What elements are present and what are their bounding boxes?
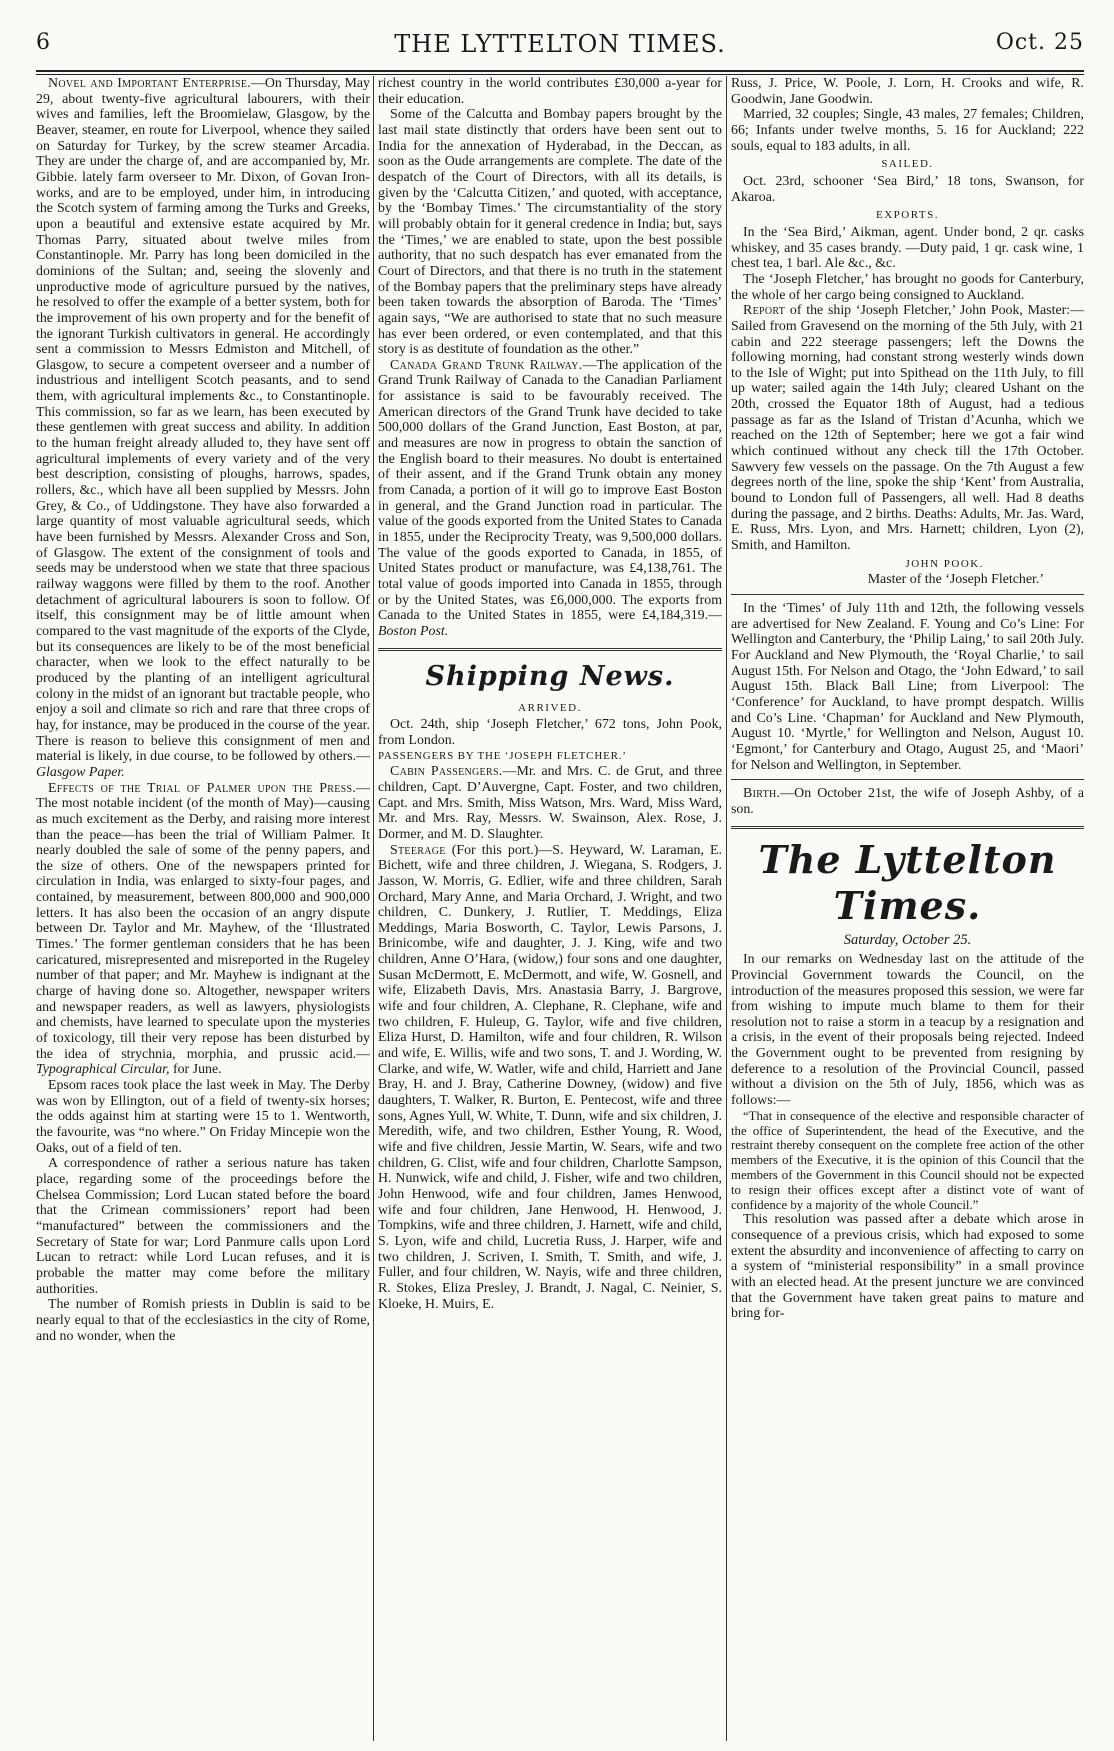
newspaper-title: THE LYTTELTON TIMES. (394, 30, 726, 58)
passenger-summary: Married, 32 couples; Single, 43 males, 27 females; Children, 66; Infants under twelve months, 5. 16 for Auckland; 222 souls, equal to 183 adults, in all. (731, 107, 1084, 154)
page-number: 6 (36, 30, 50, 55)
header-rule-thin (36, 74, 1084, 75)
article-body: —The most notable incident (of the month of May)—causing as much excitement as the Derby, and raising more interest than the peace—has been the trial of William Palmer. It nearly doubled the sale of some of the penny papers, and the size of others. One of the newspapers printed for circulation in India, was enlarged to sixty-four pages, and contained, by measurement, between 800,000 and 900,000 letters. It has also been the occasion of an angry dispute between Dr. Taylor and Mr. Mayhew, of the ‘Illustrated Times.’ The former gentleman considers that he has been caricatured, misrepresented and misreported in the Rugeley number of that paper; and Mr. Mayhew is indignant at the charge of having done so. Altogether, newspaper writers and newspaper readers, as well as lawyers, physiologists and chemists, have learned to speculate upon the mysteries of toxicology, till their very repose has been disturbed by the idea of strychnia, morphia, and prussic acid.— (36, 780, 370, 1062)
article-heading: Canada Grand Trunk Railway. (390, 357, 583, 373)
section-rule (731, 779, 1084, 780)
cabin-passengers (378, 764, 722, 842)
arrived-heading: ARRIVED. (518, 701, 582, 714)
article-source: Typographical Circular, (36, 1062, 170, 1078)
signature-name: JOHN POOK. (905, 557, 984, 570)
header-rule (36, 70, 1084, 72)
leader-title: The Lyttelton Times. (758, 836, 1057, 928)
article-grand-trunk (378, 358, 722, 640)
birth-heading: Birth. (743, 786, 781, 802)
column-3 (731, 76, 1084, 1741)
steerage-passengers (378, 843, 722, 1313)
article-dublin-priests: The number of Romish priests in Dublin is said to be nearly equal to that of the ecclesiastics in the city of Rome, and no wonder, when the (36, 1297, 370, 1344)
column-divider (726, 76, 727, 1741)
article-body: —On Thursday, May 29, about twenty-five agricultural labourers, with their wives and families, left the Broomielaw, Glasgow, by the Beaver, steamer, en route for Liverpool, whence they sailed on Saturday for Turkey, by the screw steamer Arcadia. They are under the charge of, and are accompanied by, Mr. Gibbie. lately farm overseer to Mr. Dixon, of Govan Iron-works, and are to be employed, under him, in introducing the Scotch system of farming among the Turks and Greeks, upon a beautiful and extensive estate acquired by Mr. Thomas Parry, situated about twelve miles from Constantinople. Mr. Parry has long been domiciled in the dominions of the Sultan; and, seeing the slovenly and unproductive mode of agriculture pursued by the natives, he resolved to offer the example of a better system, both for the improvement of his own property and for the benefit of the ignorant Turkish cultivators in general. He accordingly sent a commission to Messrs Edmiston and Mitchell, of Glasgow, to secure a competent overseer and a number of industrious and intelligent Scotch peasants, and to send them, with agricultural implements &c., to Constantinople. This commission, so far as we learn, has been executed by these gentlemen with great success and ability. In addition to the human freight already alluded to, they have sent off agricultural implements of every variety and of the very best description, consisting of ploughs, harrows, spades, rollers, &c., which have all been supplied by Messrs. John Grey, & Co., of Uddingstone. They have also forwarded a large quantity of most valuable agricultural seeds, which have been furnished by Messrs. Alexander Cross and Son, of Glasgow. The extent of the consignment of tools and seeds may be understood when we state that three spacious railway waggons were filled by them to the roof. Another detachment of agricultural labourers is soon to follow. Of itself, this consignment may be of little amount when compared to the vast magnitude of the exports of the Clyde, but its consequences are likely to be of the most beneficial character, when we look to the effect naturally to be produced by the planting of an intelligent agricultural colony in the midst of an ignorant but tractable people, who enjoy a soil and climate so rich and rare that three crops of hay, for instance, may be produced in the course of the year. There is reason to believe this consignment of men and material is likely, in due course, to be followed by others.— (36, 76, 370, 765)
vessels-advertised: In the ‘Times’ of July 11th and 12th, the following vessels are advertised for New Zealand. F. Young and Co’s Line: For Wellington and Canterbury, the ‘Philip Laing,’ to sail 20th July. For Auckland and New Plymouth, the ‘Royal Charlie,’ to sail August 15th. For Nelson and Otago, the ‘John Edward,’ to sail August 15th. Black Ball Line; from Liverpool: The ‘Conference’ for Auckland, to have prompt despatch. Willis and Co’s Line. ‘Chapman’ for Auckland and New Plymouth, August 10. ‘Myrtle,’ for Wellington and Nelson, August 10. ‘Egmont,’ for Canterbury and Otago, August 25, and ‘Maori’ for Nelson and Wellington, in September. (731, 601, 1084, 773)
column-2 (378, 76, 722, 1741)
steerage-heading: Steerage (390, 842, 446, 858)
exports-heading: EXPORTS. (876, 209, 939, 222)
cabin-list: —Mr. and Mrs. C. de Grut, and three children, Capt. D’Auvergne, Capt. Foster, and two children, Capt. and Mrs. Smith, Miss Watson, Mrs. Ward, Miss Ward, Mr. and Mrs. Ray, Messrs. W. Swainson, Alex. Rose, J. Dormer, and M. D. Slaughter. (378, 764, 722, 842)
article-body: —The application of the Grand Trunk Railway of Canada to the Canadian Parliament for assistance is said to be favourably received. The American directors of the Grand Trunk have decided to take 500,000 dollars of the Grand Junction, East Boston, at par, and measures are now in progress to obtain the sanction of the English board to their measures. No doubt is entertained of their assent, and if the Grand Trunk obtain any money from Canada, a portion of it will go to improve East Boston in general, and the Grand Junction road in particular. The value of the goods exported from the United States to Canada in 1855, under the Reciprocity Treaty, was 9,500,000 dollars. The value of the goods exported to Canada, in 1855, of United States product or manufacture, was £4,138,761. The total value of goods imported into Canada in 1855, through or by the United States, was £6,000,000. The exports from Canada to the United States in 1855, were £4,184,319.— (378, 357, 722, 624)
passengers-heading: PASSENGERS BY THE ‘JOSEPH FLETCHER.’ (378, 749, 627, 762)
sailed-heading: SAILED. (881, 158, 934, 171)
birth-notice (731, 786, 1084, 817)
issue-date: Oct. 25 (995, 30, 1084, 55)
cabin-heading: Cabin Passengers. (390, 764, 503, 780)
article-heading: Novel and Important Enterprise. (48, 76, 251, 91)
article-epsom: Epsom races took place the last week in May. The Derby was won by Ellington, out of a field of twenty-six horses; the odds against him at starting were 15 to 1. Wentworth, the favourite, was “no where.” On Friday Mincepie won the Oaks, out of a field of ten. (36, 1078, 370, 1156)
signature-title: Master of the ‘Joseph Fletcher.’ (867, 572, 1044, 588)
article-palmer-trial (36, 781, 370, 1078)
steerage-continuation: Russ, J. Price, W. Poole, J. Lorn, H. Crooks and wife, R. Goodwin, Jane Goodwin. (731, 76, 1084, 107)
leader-quote: “That in consequence of the elective and responsible character of the office of Superintendent, the head of the Executive, and the restraint thereby consequent on the complete free action of the other members of the Executive, it is the opinion of this Council that the members of the Government in this Council should not be expected to resign their offices except after a distinct vote of want of confidence by a majority of the whole Council.” (731, 1108, 1084, 1212)
arrived-text: Oct. 24th, ship ‘Joseph Fletcher,’ 672 tons, John Pook, from London. (378, 717, 722, 748)
section-rule (378, 648, 722, 651)
article-hyderabad: Some of the Calcutta and Bombay papers brought by the last mail state distinctly that orders have been sent out to India for the annexation of Hyderabad, in the Deccan, as soon as the Oude arrangements are complete. The date of the despatch of the Court of Directors, with all its details, is given by the ‘Calcutta Citizen,’ and quoted, with acceptance, by the ‘Bombay Times.’ The circumstantiality of the story will probably obtain for it general credence in India; but, says the ‘Times,’ we are enabled to state, upon the best possible authority, that no such despatch has ever emanated from the Court of Directors, and that there is no truth in the statement of the Bombay papers that the preliminary steps have already been taken towards the absorption of Baroda. The ‘Times’ again says, “We are authorised to state that no such measure has ever been ordered, or even contemplated, and that this story is as destitute of foundation as the other.” (378, 107, 722, 358)
article-source: Glasgow Paper. (36, 764, 125, 780)
section-rule (731, 826, 1084, 829)
sailed-text: Oct. 23rd, schooner ‘Sea Bird,’ 18 tons, Swanson, for Akaroa. (731, 173, 1084, 205)
report-heading: Report (743, 303, 786, 319)
article-heading: Effects of the Trial of Palmer upon the Press. (48, 780, 357, 796)
exports-text: In the ‘Sea Bird,’ Aikman, agent. Under bond, 2 qr. casks whiskey, and 35 cases brandy. —Duty paid, 1 qr. cask wine, 1 chest tea, 1 barl. Ale &c., &c. (731, 224, 1084, 272)
fletcher-cargo-note: The ‘Joseph Fletcher,’ has brought no goods for Canterbury, the whole of her cargo being consigned to Auckland. (731, 271, 1084, 303)
leader-paragraph-2: This resolution was passed after a debate which arose in consequence of a previous crisis, which had exposed to some extent the absurdity and inconvenience of affecting to carry on a system of “ministerial responsibility” in a small province with an elected head. At the present juncture we are convinced that the Government have taken great pains to mature and bring for- (731, 1212, 1084, 1322)
column-1 (36, 76, 370, 1741)
column-divider (373, 76, 374, 1741)
masthead (36, 30, 1084, 64)
report-body: of the ship ‘Joseph Fletcher,’ John Pook, Master:—Sailed from Gravesend on the morning of the 5th July, with 21 cabin and 222 steerage passengers; left the Downs the following morning, had constant strong westerly winds down to the Isle of Wight; put into Spithead on the 11th July, to fill up water; sailed again the 14th July; cleared Ushant on the 20th, crossed the Equator 18th of August, had a tedious passage as far as the Island of Tristan d’Acunha, which we reached on the 12th of September; here we got a fair wind which continued without any check till the 17th October. Sawvery few vessels on the passage. On the 7th August a few degrees north of the line, spoke the ship ‘Kent’ from Australia, bound to London full of Passengers, all well. Had 8 deaths during the passage, and 2 births. Deaths: Adults, Mr. Jas. Ward, E. Russ, Mrs. Lyon, and Mrs. Harnett; children, Lyon (2), Smith, and Hamilton. (731, 303, 1084, 554)
article-source-tail: for June. (169, 1062, 222, 1078)
article-chelsea-commission: A correspondence of rather a serious nature has taken place, regarding some of the proceedings before the Chelsea Commission; Lord Lucan stated before the board that the Crimean commissioners’ report had been “manufactured” between the commissioners and the Secretary of State for war; Lord Panmure calls upon Lord Lucan to retract: while Lord Lucan refuses, and it is probable the matter may come before the military authorities. (36, 1156, 370, 1297)
leader-paragraph-1: In our remarks on Wednesday last on the attitude of the Provincial Government towards the Council, on the introduction of the measures proposed this session, we were far from wishing to impute much blame to them for their resolution not to raise a storm in a teacup by a resignation and a crisis, in the event of their proposals being rejected. Indeed the Government ought to be prevented from resigning by deference to a resolution of the Provincial Council, passed without a division on the 5th of July, 1856, which was as follows:— (731, 952, 1084, 1109)
shipping-news-title: Shipping News. (425, 660, 675, 692)
birth-body: —On October 21st, the wife of Joseph Ashby, of a son. (731, 786, 1084, 817)
section-rule (731, 594, 1084, 595)
leader-date: Saturday, October 25. (843, 931, 972, 948)
voyage-report (731, 303, 1084, 554)
article-source: Boston Post. (378, 623, 449, 639)
article-continuation: richest country in the world contributes £30,000 a-year for their education. (378, 76, 722, 107)
steerage-list: (For this port.)—S. Heyward, W. Laraman, E. Bichett, wife and three children, J. Wiegana, S. Rodgers, J. Jasson, W. Morris, G. Edlier, wife and three children, Sarah Orchard, Mary Anne, and Maria Orchard, J. Wright, and two children, C. Dunkery, J. Rutlier, T. Meddings, Eliza Meddings, Maria Bosworth, C. Taylor, Lewis Parsons, J. Brinicombe, wife and daughter, J. J. King, wife and two children, Anne O’Hara, (widow,) four sons and one daughter, Susan McDermott, E. McDermott, and wife, W. Gosnell, and wife, Elizabeth Davis, Mrs. Anastasia Barry, J. Bargrove, wife and four children, A. Clephane, R. Clephane, wife and two children, F. Huleup, G. Taylor, wife and five children, Eliza Hurst, D. Hamilton, wife and four children, R. Wilson and wife, E. Willis, wife and two sons, T. and J. Wording, W. Clarke, and wife, W. Watler, wife and child, Harriett and Jane Bray, H. and J. Bray, Catherine Downey, (widow) and five daughters, T. Walker, R. Burton, E. Pentecost, wife and three sons, Agnes Yull, W. White, T. Dunn, wife and six children, J. Meredith, wife, and two children, Esther Young, R. Wood, wife and five children, Jessie Martin, W. Sears, wife and two children, G. Clist, wife and four children, Charlotte Sampson, H. Nunwick, wife and child, J. Fisher, wife and two children, John Henwood, wife and four children, James Henwood, wife and four children, Jane Henwood, H. Henwood, J. Tompkins, wife and three children, J. Harnett, wife and child, S. Lyon, wife and child, Lucretia Russ, J. Harper, wife and two children, J. Scriven, I. Smith, T. Smith, and wife, J. Fuller, and four children, W. Nayis, wife and three children, R. Stokes, Eliza Presley, J. Brandt, J. Nagal, C. Neinier, S. Kloeke, H. Muirs, E. (378, 842, 722, 1312)
article-enterprise (36, 76, 370, 781)
